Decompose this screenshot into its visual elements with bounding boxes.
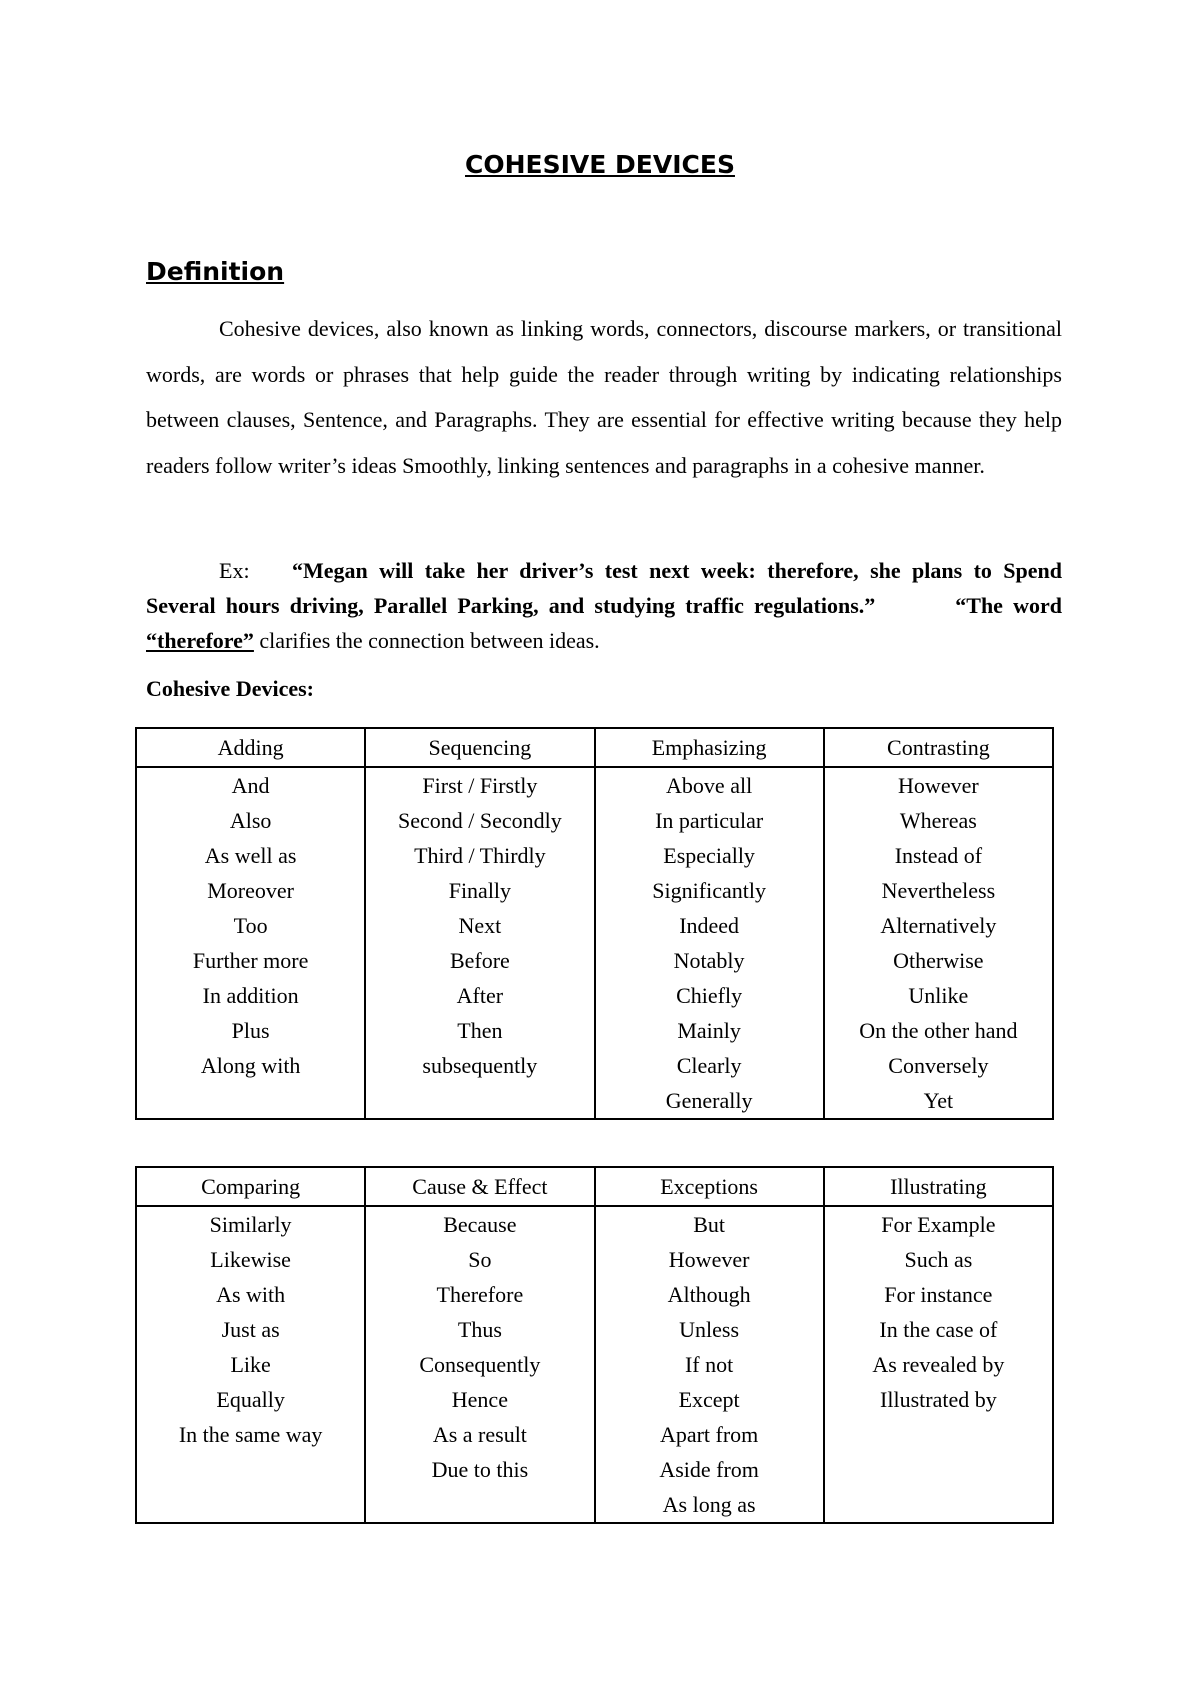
- table-header-row: [136, 728, 1053, 767]
- list-item: But: [693, 1212, 726, 1237]
- example-block: [146, 553, 1062, 658]
- list-item: Too: [233, 913, 268, 938]
- list-item: Although: [667, 1282, 751, 1307]
- list-item: Hence: [451, 1387, 508, 1412]
- list-item: As well as: [204, 843, 297, 868]
- list-item: In addition: [202, 983, 299, 1008]
- column-cell: [824, 767, 1053, 1119]
- column-header: Emphasizing: [595, 728, 824, 767]
- list-item: First / Firstly: [422, 773, 538, 798]
- list-item: Further more: [192, 948, 309, 973]
- list-item: Similarly: [209, 1212, 292, 1237]
- column-cell: [136, 1206, 365, 1523]
- list-item: Thus: [457, 1317, 502, 1342]
- list-item: Consequently: [419, 1352, 541, 1377]
- list-item: Because: [443, 1212, 517, 1237]
- list-item: Yet: [923, 1088, 954, 1113]
- list-item: Before: [449, 948, 510, 973]
- list-item: Notably: [673, 948, 745, 973]
- list-item: Alternatively: [880, 913, 997, 938]
- list-item: Nevertheless: [881, 878, 996, 903]
- list-item: Clearly: [676, 1053, 742, 1078]
- list-item: Unlike: [908, 983, 969, 1008]
- column-header: Comparing: [136, 1167, 365, 1206]
- column-header: Sequencing: [365, 728, 594, 767]
- list-item: Except: [678, 1387, 740, 1412]
- list-item: subsequently: [422, 1053, 538, 1078]
- list-item: In particular: [655, 808, 764, 833]
- list-item: After: [456, 983, 504, 1008]
- column-header: Adding: [136, 728, 365, 767]
- list-item: Conversely: [888, 1053, 989, 1078]
- list-item: Second / Secondly: [397, 808, 562, 833]
- list-item: Likewise: [210, 1247, 291, 1272]
- list-item: As with: [216, 1282, 286, 1307]
- list-item: In the same way: [178, 1422, 323, 1447]
- list-item: Instead of: [894, 843, 983, 868]
- column-header: Illustrating: [824, 1167, 1053, 1206]
- column-header: Contrasting: [824, 728, 1053, 767]
- list-item: Due to this: [431, 1457, 529, 1482]
- list-item: However: [898, 773, 979, 798]
- list-item: Indeed: [679, 913, 740, 938]
- list-item: Therefore: [436, 1282, 524, 1307]
- list-item: Mainly: [677, 1018, 741, 1043]
- list-item: As revealed by: [872, 1352, 1005, 1377]
- list-item: Unless: [679, 1317, 740, 1342]
- definition-text: Cohesive devices, also known as linking words, connectors, discourse markers, or transitional words, are words or phrases that help guide the reader through writing by indicating relationships between clauses, Sentence, and Paragraphs. They are essential for effective writing because they help readers follow writer’s ideas Smoothly, linking sentences and paragraphs in a cohesive manner.: [146, 316, 1062, 478]
- list-item: On the other hand: [859, 1018, 1018, 1043]
- list-item: Such as: [904, 1247, 973, 1272]
- table-row: [136, 767, 1053, 1119]
- list-item: Especially: [663, 843, 755, 868]
- definition-heading: Definition: [146, 257, 285, 286]
- list-item: So: [468, 1247, 492, 1272]
- list-item: If not: [684, 1352, 734, 1377]
- table-header-row: [136, 1167, 1053, 1206]
- list-item: Then: [457, 1018, 503, 1043]
- column-header: Exceptions: [595, 1167, 824, 1206]
- example-label: Ex:: [219, 558, 250, 583]
- column-cell: [365, 1206, 594, 1523]
- page-title: COHESIVE DEVICES: [465, 150, 735, 179]
- column-cell: [365, 767, 594, 1119]
- column-header: Cause & Effect: [365, 1167, 594, 1206]
- list-item: Otherwise: [893, 948, 984, 973]
- list-item: Third / Thirdly: [414, 843, 546, 868]
- list-item: For instance: [884, 1282, 993, 1307]
- list-item: Like: [230, 1352, 271, 1377]
- column-cell: [595, 1206, 824, 1523]
- definition-paragraph: [146, 306, 1062, 488]
- column-cell: [824, 1206, 1053, 1523]
- list-item: Just as: [221, 1317, 280, 1342]
- list-item: However: [668, 1247, 750, 1272]
- list-item: Moreover: [207, 878, 294, 903]
- column-cell: [136, 767, 365, 1119]
- devices-table-2: [135, 1166, 1054, 1524]
- list-item: And: [231, 773, 270, 798]
- devices-heading: Cohesive Devices:: [146, 676, 315, 701]
- list-item: Apart from: [659, 1422, 759, 1447]
- list-item: Significantly: [652, 878, 766, 903]
- list-item: Also: [229, 808, 272, 833]
- list-item: As long as: [662, 1492, 756, 1517]
- table-row: [136, 1206, 1053, 1523]
- column-cell: [595, 767, 824, 1119]
- list-item: Aside from: [659, 1457, 759, 1482]
- list-item: As a result: [432, 1422, 527, 1447]
- list-item: Whereas: [899, 808, 977, 833]
- list-item: Along with: [200, 1053, 301, 1078]
- list-item: Generally: [665, 1088, 753, 1113]
- list-item: Chiefly: [676, 983, 743, 1008]
- list-item: In the case of: [879, 1317, 998, 1342]
- list-item: For Example: [881, 1212, 996, 1237]
- example-note-prefix: “The word: [955, 593, 1062, 618]
- list-item: Plus: [231, 1018, 270, 1043]
- list-item: Above all: [666, 773, 753, 798]
- list-item: Equally: [216, 1387, 285, 1412]
- devices-table-1: [135, 727, 1054, 1120]
- list-item: Illustrated by: [880, 1387, 997, 1412]
- example-note-keyword: “therefore”: [146, 628, 254, 653]
- list-item: Finally: [448, 878, 512, 903]
- example-note-suffix: clarifies the connection between ideas.: [259, 628, 600, 653]
- list-item: Next: [458, 913, 502, 938]
- example-quote: “Megan will take her driver’s test next week: therefore, she plans to Spend Several hours driving, Parallel Parking, and studying traffic regulations.”: [146, 558, 1062, 618]
